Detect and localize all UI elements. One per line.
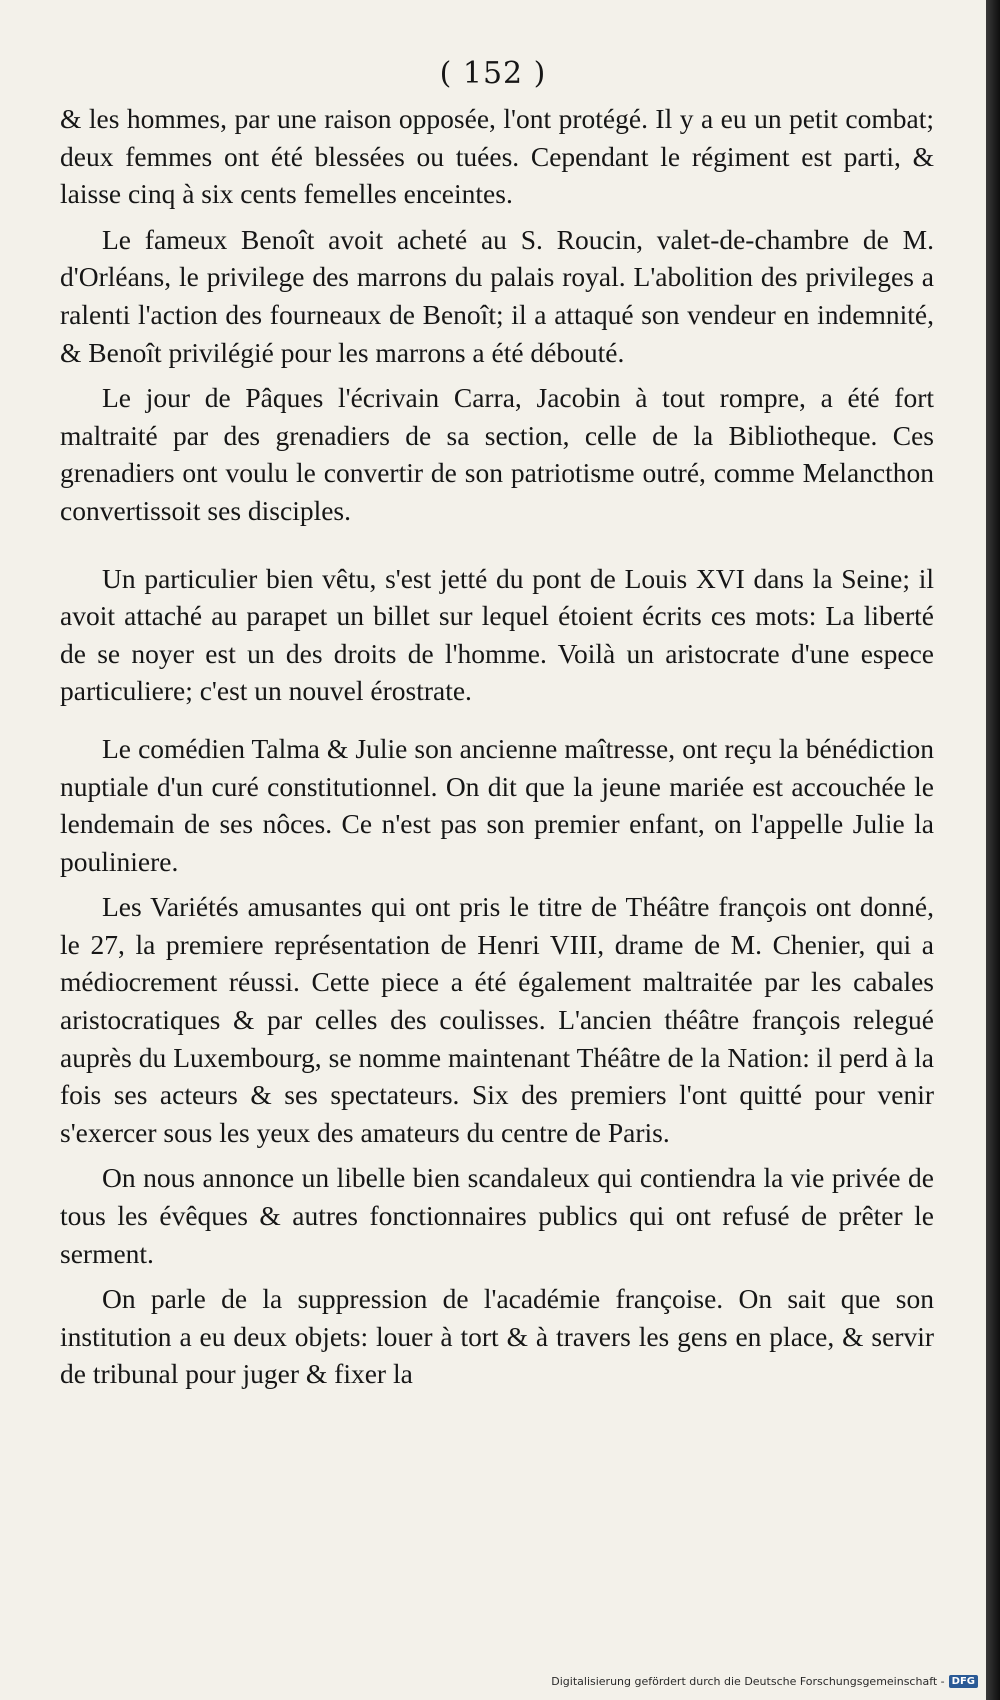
paragraph-3: Le jour de Pâques l'écrivain Carra, Jacobin à tout rompre, a été fort maltraité par des grenadiers de sa section, celle de la Bibliotheque. Ces grenadiers ont voulu le convertir de son patriotisme outré, comme Melancthon convertissoit ses disciples. bbox=[60, 382, 934, 526]
paragraph-7: On nous annonce un libelle bien scandaleux qui contiendra la vie privée de tous les évêques & autres fonctionnaires publics qui ont refusé de prêter le serment. bbox=[60, 1162, 934, 1269]
dfg-logo-icon: DFG bbox=[949, 1675, 978, 1688]
page-number: ( 152 ) bbox=[439, 56, 547, 91]
page-edge-shadow bbox=[986, 0, 1000, 1700]
paragraph-8: On parle de la suppression de l'académie françoise. On sait que son institution a eu deux objets: louer à tort & à travers les gens en place, & servir de tribunal pour juger & fixer la bbox=[60, 1283, 934, 1390]
page-text bbox=[60, 100, 934, 1393]
paragraph-6: Les Variétés amusantes qui ont pris le titre de Théâtre françois ont donné, le 27, la premiere représentation de Henri VIII, drame de M. Chenier, qui a médiocrement réussi. Cette piece a été également maltraitée par les cabales aristocratiques & par celles des coulisses. L'ancien théâtre françois relegué auprès du Luxembourg, se nomme maintenant Théâtre de la Nation: il perd à la fois ses acteurs & ses spectateurs. Six des premiers l'ont quitté pour venir s'exercer sous les yeux des amateurs du centre de Paris. bbox=[60, 891, 934, 1148]
paragraph-5: Le comédien Talma & Julie son ancienne maîtresse, ont reçu la bénédiction nuptiale d'un curé constitutionnel. On dit que la jeune mariée est accouchée le lendemain de ses nôces. Ce n'est pas son premier enfant, on l'appelle Julie la pouliniere. bbox=[60, 732, 934, 877]
paragraph-2: Le fameux Benoît avoit acheté au S. Roucin, valet-de-chambre de M. d'Orléans, le privilege des marrons du palais royal. L'abolition des privileges a ralenti l'action des fourneaux de Benoît; il a attaqué son vendeur en indemnité, & Benoît privilégié pour les marrons a été débouté. bbox=[60, 223, 934, 368]
digitization-credit-text: Digitalisierung gefördert durch die Deutsche Forschungsgemeinschaft - bbox=[551, 1675, 945, 1688]
digitization-credit bbox=[551, 1675, 978, 1688]
paragraph-4: Un particulier bien vêtu, s'est jetté du pont de Louis XVI dans la Seine; il avoit attaché au parapet un billet sur lequel étoient écrits ces mots: La liberté de se noyer est un des droits de l'homme. Voilà un aristocrate d'une espece particuliere; c'est un nouvel érostrate. bbox=[60, 562, 934, 707]
paragraph-1: & les hommes, par une raison opposée, l'ont protégé. Il y a eu un petit combat; deux femmes ont été blessées ou tuées. Cependant le régiment est parti, & laisse cinq à six cents femelles enceintes. bbox=[60, 103, 934, 210]
